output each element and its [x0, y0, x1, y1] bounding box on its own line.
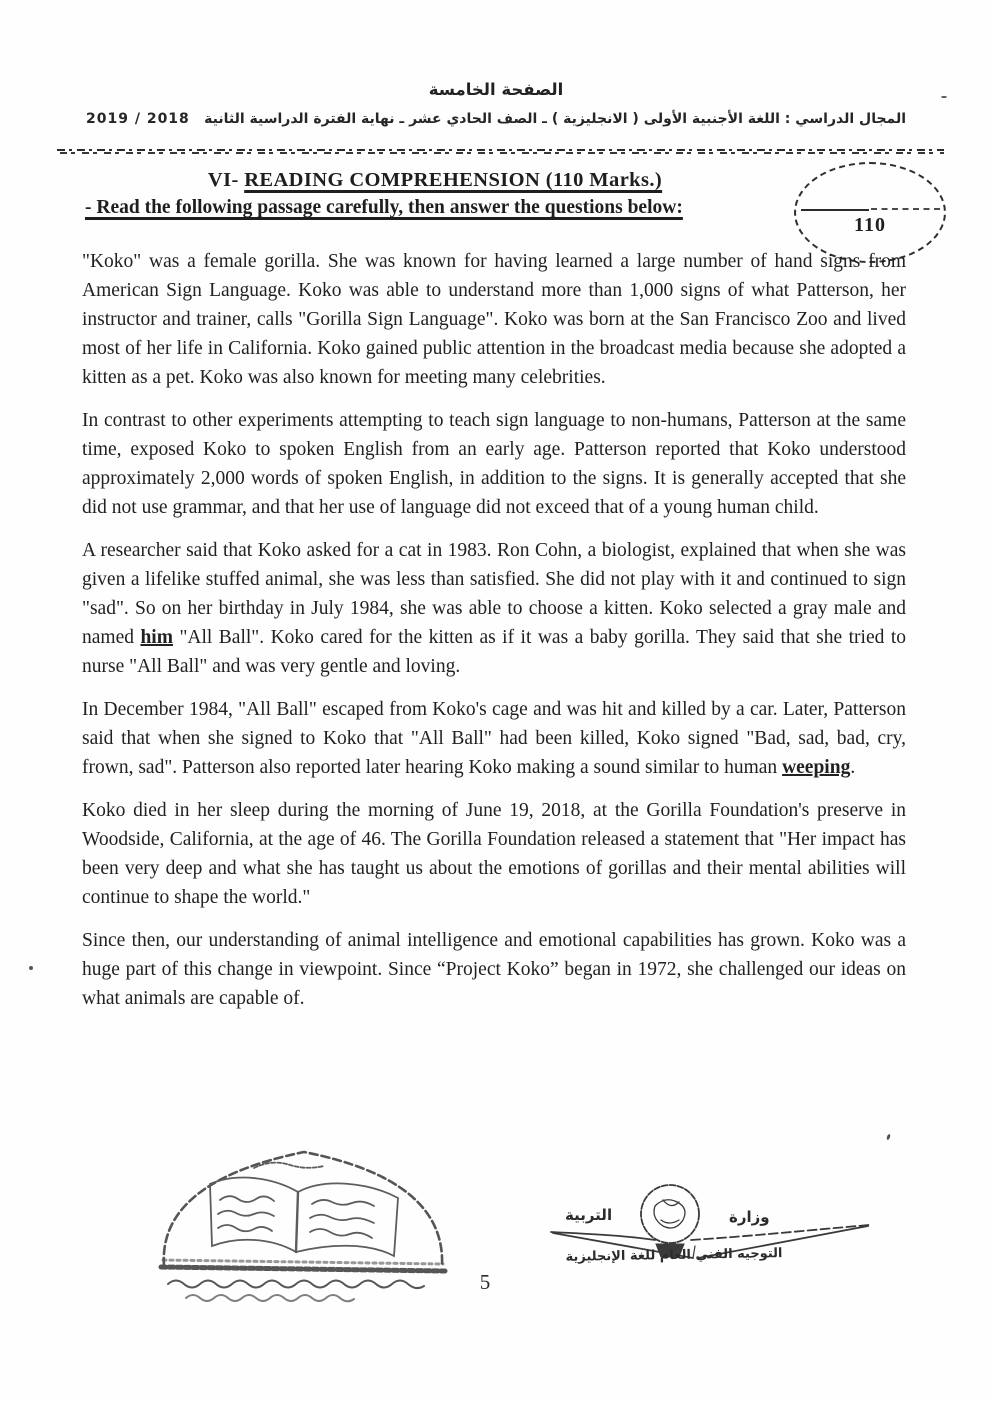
exam-info-arabic: المجال الدراسي : اللغة الأجنبية الأولى ( الانجليزية ) ـ الصف الحادي عشر ـ نهاية الفترة الدراسية الثانية: [204, 111, 906, 127]
ministry-word-wizarat: وزارة: [729, 1208, 770, 1226]
passage-paragraph-6: [82, 926, 906, 1013]
scan-artifact-dot: [941, 96, 947, 98]
paragraph-2-text: In contrast to other experiments attempting to teach sign language to non-humans, Patterson at the same time, exposed Koko to spoken English from an early age. Patterson reported that Koko understood approximately 2,000 words of spoken English, in addition to the signs. It is generally accepted that she did not use grammar, and that her use of language did not exceed that of a young human child.: [82, 410, 906, 518]
marks-total-value: 110: [854, 214, 886, 236]
passage-paragraph-1: [82, 247, 906, 392]
ellipse-divider-solid: [801, 209, 869, 211]
ellipse-divider-dashed: [871, 208, 940, 210]
section-title: [85, 169, 785, 192]
passage-paragraph-3: [82, 536, 906, 681]
ministry-stamp: [543, 1184, 877, 1284]
dashed-separator: [57, 148, 944, 156]
ministry-emblem-icon: [543, 1184, 877, 1284]
academic-year: 2019 / 2018: [86, 111, 190, 127]
paragraph-3-text-post: "All Ball". Koko cared for the kitten as if it was a baby gorilla. They said that she tried to nurse "All Ball" and was very gentle and loving.: [82, 627, 906, 677]
page-title-arabic: الصفحة الخامسة: [428, 80, 564, 99]
instruction-line: - Read the following passage carefully, then answer the questions below:: [85, 197, 683, 218]
page-number: 5: [479, 1270, 491, 1294]
section-title-prefix: VI-: [207, 169, 245, 191]
reading-passage: [82, 247, 906, 1027]
paragraph-3-text-pre: A researcher said that Koko asked for a cat in 1983. Ron Cohn, a biologist, explained that when she was given a lifelike stuffed animal, she was less than satisfied. She did not play with it and continued to sign "sad". So on her birthday in July 1984, she was able to choose a kitten. Koko selected a gray male and named: [82, 540, 906, 648]
paragraph-5-text: Koko died in her sleep during the morning of June 19, 2018, at the Gorilla Foundation's preserve in Woodside, California, at the age of 46. The Gorilla Foundation released a statement that "Her impact has been very deep and what she has taught us about the emotions of gorillas and their mental abilities will continue to shape the world.": [82, 800, 906, 908]
english-supervision-line: التوجيه الفني العام للغة الإنجليزية: [565, 1246, 783, 1265]
passage-paragraph-2: [82, 406, 906, 522]
exam-info-row: [86, 111, 906, 127]
paragraph-4-text-post: .: [850, 757, 856, 778]
paragraph-6-text: Since then, our understanding of animal intelligence and emotional capabilities has grown. Koko was a huge part of this change in viewpoint. Since “Project Koko” began in 1972, she challenged our ideas on what animals are capable of.: [82, 930, 906, 1009]
section-title-main: READING COMPREHENSION (110 Marks.): [244, 169, 663, 191]
emphasized-word-weeping: weeping: [782, 757, 851, 778]
ministry-word-altarbiya: التربية: [565, 1206, 613, 1224]
emphasized-word-him: him: [140, 627, 173, 648]
scan-artifact-dot: [29, 966, 33, 970]
passage-paragraph-4: [82, 695, 906, 782]
passage-paragraph-5: [82, 796, 906, 912]
scan-artifact-dot: [886, 1134, 891, 1141]
paragraph-4-text-pre: In December 1984, "All Ball" escaped from Koko's cage and was hit and killed by a car. Later, Patterson said that when she signed to Koko that "All Ball" had been killed, Koko signed "Bad, sad, bad, cry, frown, sad". Patterson also reported later hearing Koko making a sound similar to human: [82, 699, 906, 778]
paragraph-1-text: "Koko" was a female gorilla. She was known for having learned a large number of hand signs from American Sign Language. Koko was able to understand more than 1,000 signs of what Patterson, her instructor and trainer, calls "Gorilla Sign Language". Koko was born at the San Francisco Zoo and lived most of her life in California. Koko gained public attention in the broadcast media because she adopted a kitten as a pet. Koko was also known for meeting many celebrities.: [82, 251, 906, 388]
